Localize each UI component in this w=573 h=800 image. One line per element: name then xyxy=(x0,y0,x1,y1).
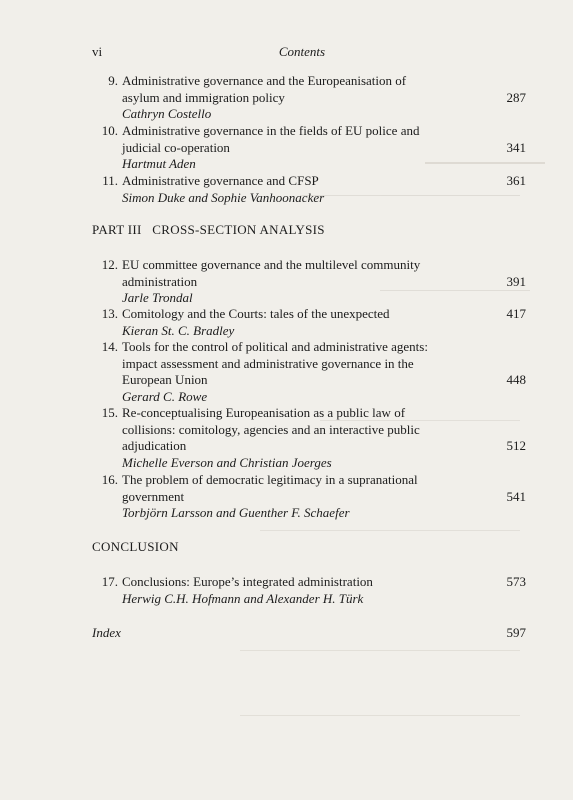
entry-title-line: Administrative governance and the Europeanisation of xyxy=(122,73,407,88)
entry-authors: Torbjörn Larsson and Guenther F. Schaefer xyxy=(122,505,350,521)
running-title: Contents xyxy=(278,44,326,59)
entry-number: 10. xyxy=(101,123,118,138)
entry-title-line: administration xyxy=(122,273,198,289)
entry-title-line: EU committee governance and the multilevel community xyxy=(122,257,421,272)
entry-authors: Hartmut Aden xyxy=(122,156,196,172)
entry-number: 16. xyxy=(101,472,118,487)
entry-title-line: Re-conceptualising Europeanisation as a public law of xyxy=(122,405,406,420)
toc-entry-13[interactable] xyxy=(92,306,526,339)
toc-entry-15[interactable] xyxy=(92,405,526,471)
toc-entry-11[interactable] xyxy=(92,173,526,206)
entry-page-number: 512 xyxy=(506,438,526,454)
entry-number: 14. xyxy=(101,339,118,354)
entry-title-line: judicial co-operation xyxy=(122,139,230,155)
entry-authors: Simon Duke and Sophie Vanhoonacker xyxy=(122,189,325,205)
part-heading: PART III CROSS-SECTION ANALYSIS xyxy=(92,222,325,237)
entry-title-line: Comitology and the Courts: tales of the unexpected xyxy=(122,306,390,321)
entry-page-number: 541 xyxy=(506,488,526,504)
entry-title-line: The problem of democratic legitimacy in a supranational xyxy=(122,472,418,487)
entry-authors: Herwig C.H. Hofmann and Alexander H. Türk xyxy=(122,590,364,606)
entry-title-line: asylum and immigration policy xyxy=(122,89,285,105)
entry-page-number: 448 xyxy=(506,372,526,388)
entry-page-number: 391 xyxy=(506,273,526,289)
toc-entry-10[interactable] xyxy=(92,123,526,173)
entry-title-line: adjudication xyxy=(122,438,187,454)
page-numeral: vi xyxy=(92,44,103,59)
entry-title-line: Conclusions: Europe’s integrated administration xyxy=(122,574,373,589)
entry-page-number: 361 xyxy=(506,173,526,188)
entry-authors: Cathryn Costello xyxy=(122,106,212,122)
entry-number: 15. xyxy=(101,405,118,420)
index-label: Index xyxy=(92,625,121,640)
entry-title-line: European Union xyxy=(122,372,208,388)
entry-title-line: government xyxy=(122,488,185,504)
entry-title-line: Administrative governance and CFSP xyxy=(122,173,319,188)
entry-authors: Michelle Everson and Christian Joerges xyxy=(122,454,332,470)
toc-entry-14[interactable] xyxy=(92,339,526,405)
entry-title-line: collisions: comitology, agencies and an interactive public xyxy=(122,421,420,437)
entry-number: 9. xyxy=(108,73,118,88)
entry-page-number: 287 xyxy=(506,89,526,105)
index-page-number: 597 xyxy=(506,625,526,640)
entry-number: 11. xyxy=(102,173,118,188)
toc-entry-17[interactable] xyxy=(92,574,526,607)
toc-entry-index[interactable] xyxy=(92,625,526,641)
entry-number: 17. xyxy=(101,574,118,589)
entry-page-number: 341 xyxy=(506,139,526,155)
entry-page-number: 573 xyxy=(506,574,526,589)
entry-number: 13. xyxy=(101,306,118,321)
entry-authors: Gerard C. Rowe xyxy=(122,388,208,404)
entry-authors: Jarle Trondal xyxy=(122,290,193,306)
entry-page-number: 417 xyxy=(506,306,526,321)
entry-title-line: Tools for the control of political and administrative agents: xyxy=(122,339,428,354)
conclusion-heading: CONCLUSION xyxy=(92,539,179,554)
toc-entry-9[interactable] xyxy=(92,73,526,123)
toc-entry-12[interactable] xyxy=(92,257,526,307)
entry-number: 12. xyxy=(101,257,118,272)
toc-entry-16[interactable] xyxy=(92,472,526,522)
entry-title-line: impact assessment and administrative governance in the xyxy=(122,355,414,371)
entry-authors: Kieran St. C. Bradley xyxy=(122,322,235,338)
entry-title-line: Administrative governance in the fields of EU police and xyxy=(122,123,420,138)
